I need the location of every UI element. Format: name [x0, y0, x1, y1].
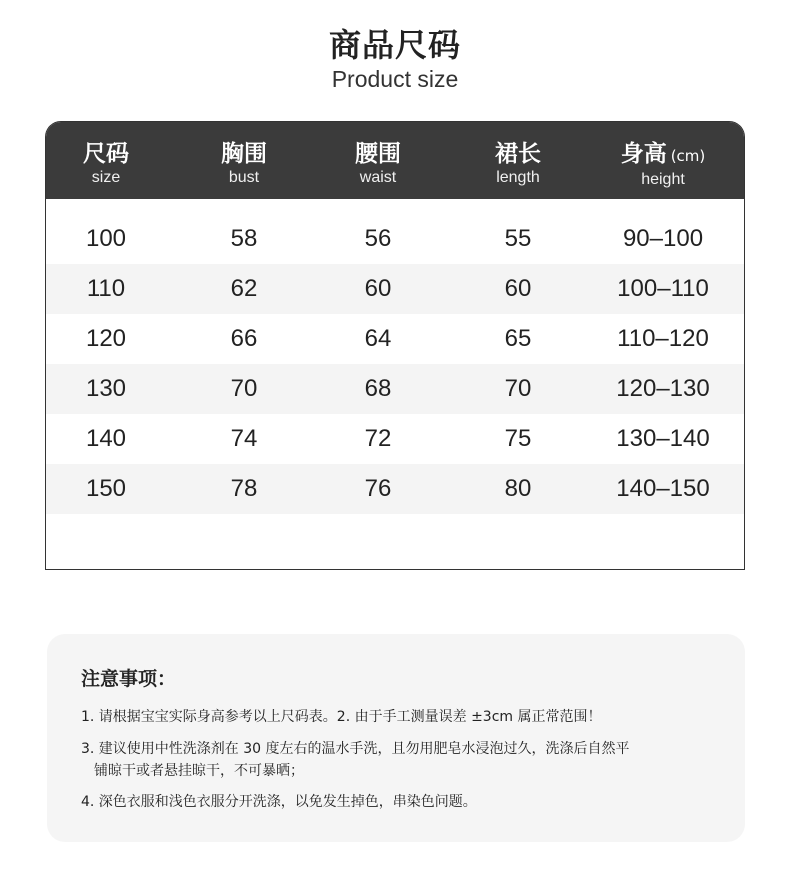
header-length-cn: 裙长	[495, 141, 541, 167]
note-item: 1. 请根据宝宝实际身高参考以上尺码表。2. 由于手工测量误差 ±3cm 属正常范围！	[81, 709, 602, 725]
cell-height: 120–130	[616, 375, 710, 402]
page-subtitle: Product size	[331, 66, 459, 92]
header-bust	[194, 122, 294, 199]
cell-waist: 68	[364, 375, 392, 402]
cell-height: 130–140	[616, 425, 710, 452]
page-title: 商品尺码	[328, 26, 461, 64]
table-header	[46, 122, 744, 199]
cell-height: 140–150	[616, 475, 710, 502]
header-height-cn-text: 身高	[620, 141, 667, 167]
care-notes-panel	[47, 634, 745, 842]
table-row	[46, 414, 744, 464]
cell-bust: 58	[230, 225, 258, 252]
header-bust-en: bust	[228, 169, 260, 186]
size-table	[45, 121, 745, 570]
cell-bust: 78	[230, 475, 258, 502]
cell-bust: 66	[230, 325, 258, 352]
table-row	[46, 364, 744, 414]
cell-length: 55	[504, 225, 532, 252]
cell-size: 130	[85, 375, 127, 402]
header-bust-cn: 胸围	[221, 141, 267, 167]
note-item: 4. 深色衣服和浅色衣服分开洗涤，以免发生掉色，串染色问题。	[81, 794, 477, 810]
table-row	[46, 464, 744, 514]
cell-size: 150	[85, 475, 127, 502]
header-size-cn: 尺码	[83, 141, 129, 167]
table-row	[46, 214, 744, 264]
note-item: 铺晾干或者悬挂晾干，不可暴晒；	[94, 763, 304, 779]
cell-length: 70	[504, 375, 532, 402]
header-waist-cn: 腰围	[355, 141, 401, 167]
cell-bust: 62	[230, 275, 258, 302]
cell-size: 110	[86, 275, 126, 302]
cell-waist: 72	[364, 425, 392, 452]
table-row	[46, 264, 744, 314]
cell-height: 100–110	[617, 275, 709, 302]
header-length	[468, 122, 568, 199]
cell-bust: 70	[230, 375, 258, 402]
cell-bust: 74	[230, 425, 258, 452]
header-size-en: size	[91, 169, 121, 186]
cell-height: 90–100	[622, 225, 704, 252]
header-height	[588, 122, 738, 199]
cell-length: 75	[504, 425, 532, 452]
cell-size: 100	[85, 225, 127, 252]
cell-waist: 60	[364, 275, 392, 302]
header-height-cn	[588, 140, 738, 170]
notes-title: 注意事项：	[81, 668, 177, 690]
cell-size: 140	[85, 425, 127, 452]
cell-length: 60	[504, 275, 532, 302]
header-waist-en: waist	[359, 169, 397, 186]
cell-size: 120	[85, 325, 127, 352]
cell-waist: 64	[364, 325, 392, 352]
note-item: 3. 建议使用中性洗涤剂在 30 度左右的温水手洗，且勿用肥皂水浸泡过久，洗涤后自然平	[81, 741, 630, 757]
header-height-en: height	[641, 171, 685, 188]
header-height-unit: (cm)	[670, 147, 706, 165]
cell-waist: 76	[364, 475, 392, 502]
header-waist	[328, 122, 428, 199]
header-length-en: length	[496, 169, 540, 186]
cell-length: 65	[504, 325, 532, 352]
table-row	[46, 314, 744, 364]
cell-waist: 56	[364, 225, 392, 252]
cell-length: 80	[504, 475, 532, 502]
cell-height: 110–120	[617, 325, 709, 352]
header-size	[56, 122, 156, 199]
